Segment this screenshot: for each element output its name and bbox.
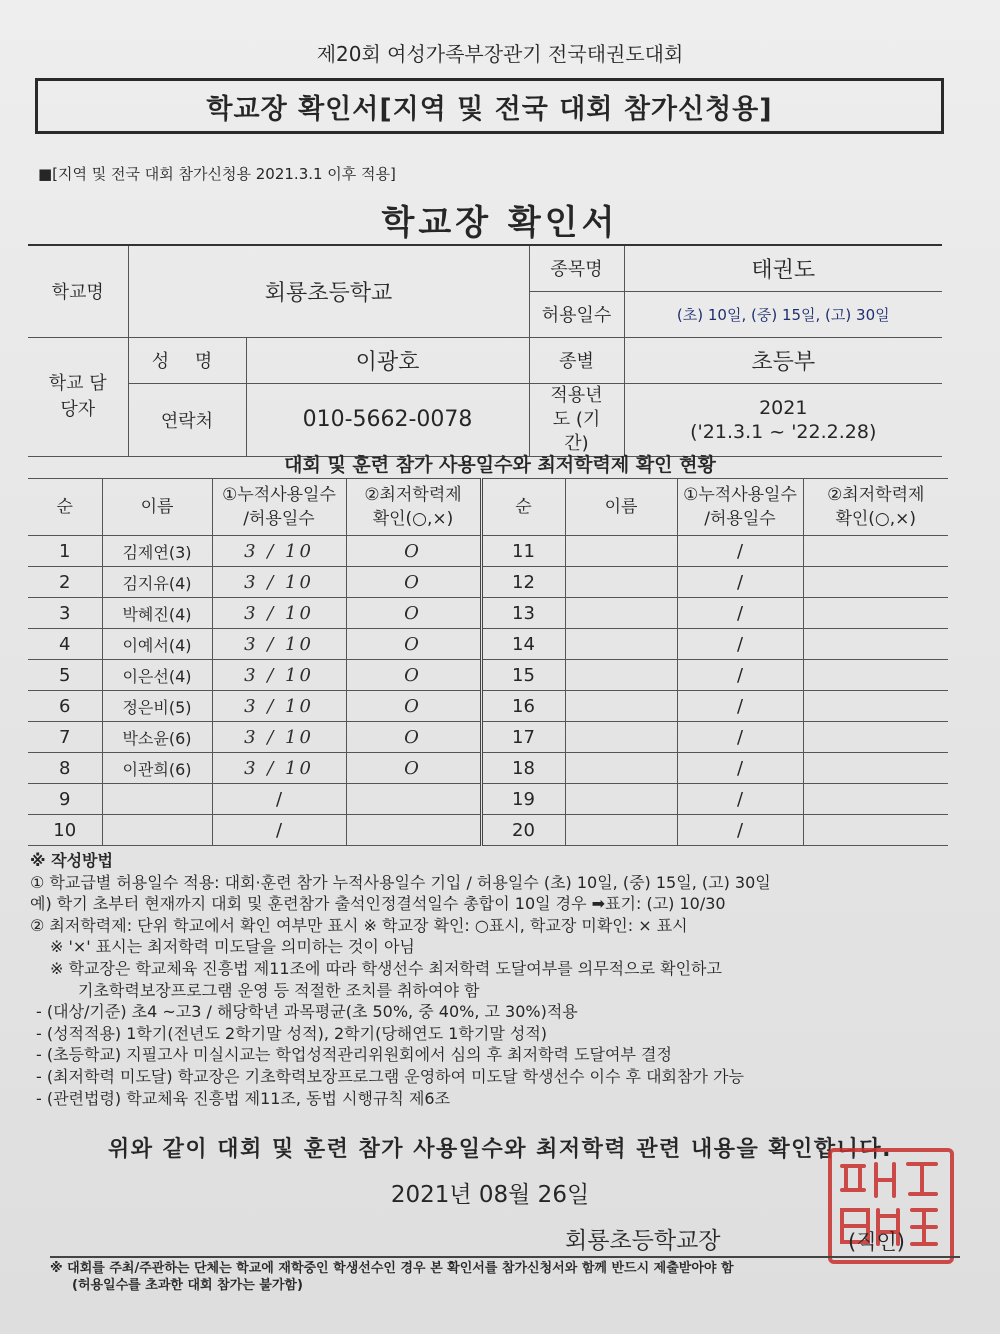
minimum-academic-check	[346, 815, 481, 846]
days-used: 3 / 10	[212, 629, 346, 660]
days-used: /	[677, 536, 803, 567]
student-name	[565, 660, 677, 691]
method-title: ※ 작성방법	[30, 851, 113, 870]
manager-name: 이광호	[246, 337, 529, 383]
minimum-academic-check: O	[346, 598, 481, 629]
minimum-academic-check: O	[346, 753, 481, 784]
student-name: 정은비(5)	[102, 691, 212, 722]
row-number: 19	[481, 784, 565, 815]
year-cell	[624, 383, 942, 456]
row-number: 16	[481, 691, 565, 722]
col-days: ①누적사용일수 /허용일수	[212, 479, 346, 536]
student-name: 이관희(6)	[102, 753, 212, 784]
school-info-table	[28, 244, 942, 457]
method-line: ① 학교급별 허용일수 적용: 대회·훈련 참가 누적사용일수 기입 / 허용일수 (초) 10일, (중) 15일, (고) 30일	[30, 872, 771, 892]
school-name: 회룡초등학교	[128, 245, 529, 337]
days-used: 3 / 10	[212, 660, 346, 691]
days-used: /	[677, 598, 803, 629]
table-row	[28, 660, 948, 691]
minimum-academic-check	[803, 567, 948, 598]
row-number: 2	[28, 567, 102, 598]
days-used: 3 / 10	[212, 722, 346, 753]
days-used: /	[677, 567, 803, 598]
certificate-title: 학교장 확인서	[381, 203, 619, 243]
allowed-days-value: (초) 10일, (중) 15일, (고) 30일	[624, 291, 942, 337]
row-number: 4	[28, 629, 102, 660]
student-name	[565, 753, 677, 784]
table-row	[28, 815, 948, 846]
method-line: 예) 학기 초부터 현재까지 대회 및 훈련참가 출석인정결석일수 총합이 10일 경우 ➡표기: (고) 10/30	[30, 894, 726, 914]
seal-mark: (직인)	[848, 1230, 905, 1254]
days-used: 3 / 10	[212, 536, 346, 567]
method-line: - (초등학교) 지필고사 미실시교는 학업성적관리위원회에서 심의 후 최저학력 도달여부 결정	[36, 1045, 672, 1065]
col-name-right: 이름	[565, 479, 677, 536]
year-label: 적용년도 (기간)	[529, 383, 624, 456]
student-name: 박혜진(4)	[102, 598, 212, 629]
minimum-academic-check: O	[346, 722, 481, 753]
row-number: 8	[28, 753, 102, 784]
minimum-academic-check	[803, 598, 948, 629]
student-name	[565, 784, 677, 815]
row-number: 13	[481, 598, 565, 629]
row-number: 20	[481, 815, 565, 846]
table-row	[28, 629, 948, 660]
days-used: /	[677, 784, 803, 815]
col-no-right: 순	[481, 479, 565, 536]
footer-note-line: (허용일수를 초과한 대회 참가는 불가함)	[72, 1278, 303, 1293]
col-days-right: ①누적사용일수 /허용일수	[677, 479, 803, 536]
row-number: 10	[28, 815, 102, 846]
form-title-box	[35, 78, 944, 134]
roster-table	[28, 478, 948, 846]
days-used: /	[677, 753, 803, 784]
applied-note: ■[지역 및 전국 대회 참가신청용 2021.3.1 이후 적용]	[38, 165, 396, 183]
col-no: 순	[28, 479, 102, 536]
form-title: 학교장 확인서[지역 및 전국 대회 참가신청용]	[206, 93, 773, 125]
row-number: 9	[28, 784, 102, 815]
student-name	[565, 567, 677, 598]
division-value: 초등부	[624, 337, 942, 383]
method-line: - (관련법령) 학교체육 진흥법 제11조, 동법 시행규칙 제6조	[36, 1088, 451, 1108]
row-number: 15	[481, 660, 565, 691]
days-used: 3 / 10	[212, 753, 346, 784]
method-line: - (최저학력 미도달) 학교장은 기초학력보장프로그램 운영하여 미도달 학생선수 이수 후 대회참가 가능	[36, 1066, 744, 1086]
days-used: 3 / 10	[212, 567, 346, 598]
row-number: 18	[481, 753, 565, 784]
days-used: /	[677, 691, 803, 722]
minimum-academic-check: O	[346, 536, 481, 567]
days-used: /	[212, 784, 346, 815]
days-used: /	[677, 722, 803, 753]
issue-date: 2021년 08월 26일	[390, 1182, 590, 1208]
contact-label: 연락처	[128, 383, 246, 456]
student-name	[565, 536, 677, 567]
school-label: 학교명	[28, 245, 128, 337]
footer-note	[50, 1256, 960, 1294]
table-row	[28, 691, 948, 722]
principal-signature: 회룡초등학교장	[565, 1228, 721, 1254]
days-used: /	[677, 815, 803, 846]
student-name	[565, 629, 677, 660]
days-used: 3 / 10	[212, 598, 346, 629]
student-name	[565, 598, 677, 629]
method-line: ② 최저학력제: 단위 학교에서 확인 여부만 표시 ※ 학교장 확인: ○표시, 학교장 미확인: × 표시	[30, 915, 688, 935]
row-number: 17	[481, 722, 565, 753]
days-used: /	[212, 815, 346, 846]
col-check: ②최저학력제 확인(○,×)	[346, 479, 481, 536]
row-number: 12	[481, 567, 565, 598]
table-row	[28, 536, 948, 567]
days-used: /	[677, 629, 803, 660]
minimum-academic-check	[803, 629, 948, 660]
method-notes	[30, 850, 960, 1109]
student-name	[565, 815, 677, 846]
table-row	[28, 722, 948, 753]
student-name	[102, 784, 212, 815]
minimum-academic-check: O	[346, 660, 481, 691]
event-label: 종목명	[529, 245, 624, 291]
student-name: 이예서(4)	[102, 629, 212, 660]
method-line: ※ '×' 표시는 최저학력 미도달을 의미하는 것이 아님	[50, 937, 415, 957]
event-title: 제20회 여성가족부장관기 전국태권도대회	[316, 42, 684, 66]
row-number: 7	[28, 722, 102, 753]
confirmation-statement: 위와 같이 대회 및 훈련 참가 사용일수와 최저학력 관련 내용을 확인합니다.	[107, 1137, 892, 1162]
student-name: 이은선(4)	[102, 660, 212, 691]
minimum-academic-check	[803, 536, 948, 567]
student-name: 박소윤(6)	[102, 722, 212, 753]
contact-value: 010-5662-0078	[246, 383, 529, 456]
minimum-academic-check	[803, 660, 948, 691]
table-row	[28, 784, 948, 815]
minimum-academic-check: O	[346, 567, 481, 598]
row-number: 5	[28, 660, 102, 691]
minimum-academic-check	[803, 691, 948, 722]
row-number: 14	[481, 629, 565, 660]
allowed-days-label: 허용일수	[529, 291, 624, 337]
days-used: /	[677, 660, 803, 691]
table-row	[28, 598, 948, 629]
name-label: 성 명	[128, 337, 246, 383]
method-line: - (성적적용) 1학기(전년도 2학기말 성적), 2학기(당해연도 1학기말 성적)	[36, 1023, 548, 1043]
student-name: 김제연(3)	[102, 536, 212, 567]
period-value: ('21.3.1 ~ '22.2.28)	[690, 420, 877, 443]
division-label: 종별	[529, 337, 624, 383]
minimum-academic-check: O	[346, 629, 481, 660]
row-number: 11	[481, 536, 565, 567]
row-number: 3	[28, 598, 102, 629]
table-row	[28, 753, 948, 784]
student-name	[565, 691, 677, 722]
student-name: 김지유(4)	[102, 567, 212, 598]
footer-note-line: ※ 대회를 주최/주관하는 단체는 학교에 재학중인 학생선수인 경우 본 확인서를 참가신청서와 함께 반드시 제출받아야 함	[50, 1261, 734, 1276]
minimum-academic-check	[803, 722, 948, 753]
method-line: - (대상/기준) 초4 ~고3 / 해당학년 과목평균(초 50%, 중 40%, 고 30%)적용	[36, 1002, 578, 1022]
student-name	[565, 722, 677, 753]
table-row	[28, 567, 948, 598]
method-line: ※ 학교장은 학교체육 진흥법 제11조에 따라 학생선수 최저학력 도달여부를 의무적으로 확인하고	[50, 958, 722, 978]
minimum-academic-check	[803, 815, 948, 846]
row-number: 6	[28, 691, 102, 722]
minimum-academic-check: O	[346, 691, 481, 722]
student-name	[102, 815, 212, 846]
col-check-right: ②최저학력제 확인(○,×)	[803, 479, 948, 536]
minimum-academic-check	[803, 784, 948, 815]
status-title: 대회 및 훈련 참가 사용일수와 최저학력제 확인 현황	[284, 454, 716, 476]
method-line: 기초학력보장프로그램 운영 등 적절한 조치를 취하여야 함	[78, 980, 480, 1000]
col-name: 이름	[102, 479, 212, 536]
manager-label: 학교 담당자	[28, 337, 128, 456]
days-used: 3 / 10	[212, 691, 346, 722]
row-number: 1	[28, 536, 102, 567]
minimum-academic-check	[346, 784, 481, 815]
year-value: 2021	[759, 396, 808, 419]
event-value: 태권도	[624, 245, 942, 291]
minimum-academic-check	[803, 753, 948, 784]
